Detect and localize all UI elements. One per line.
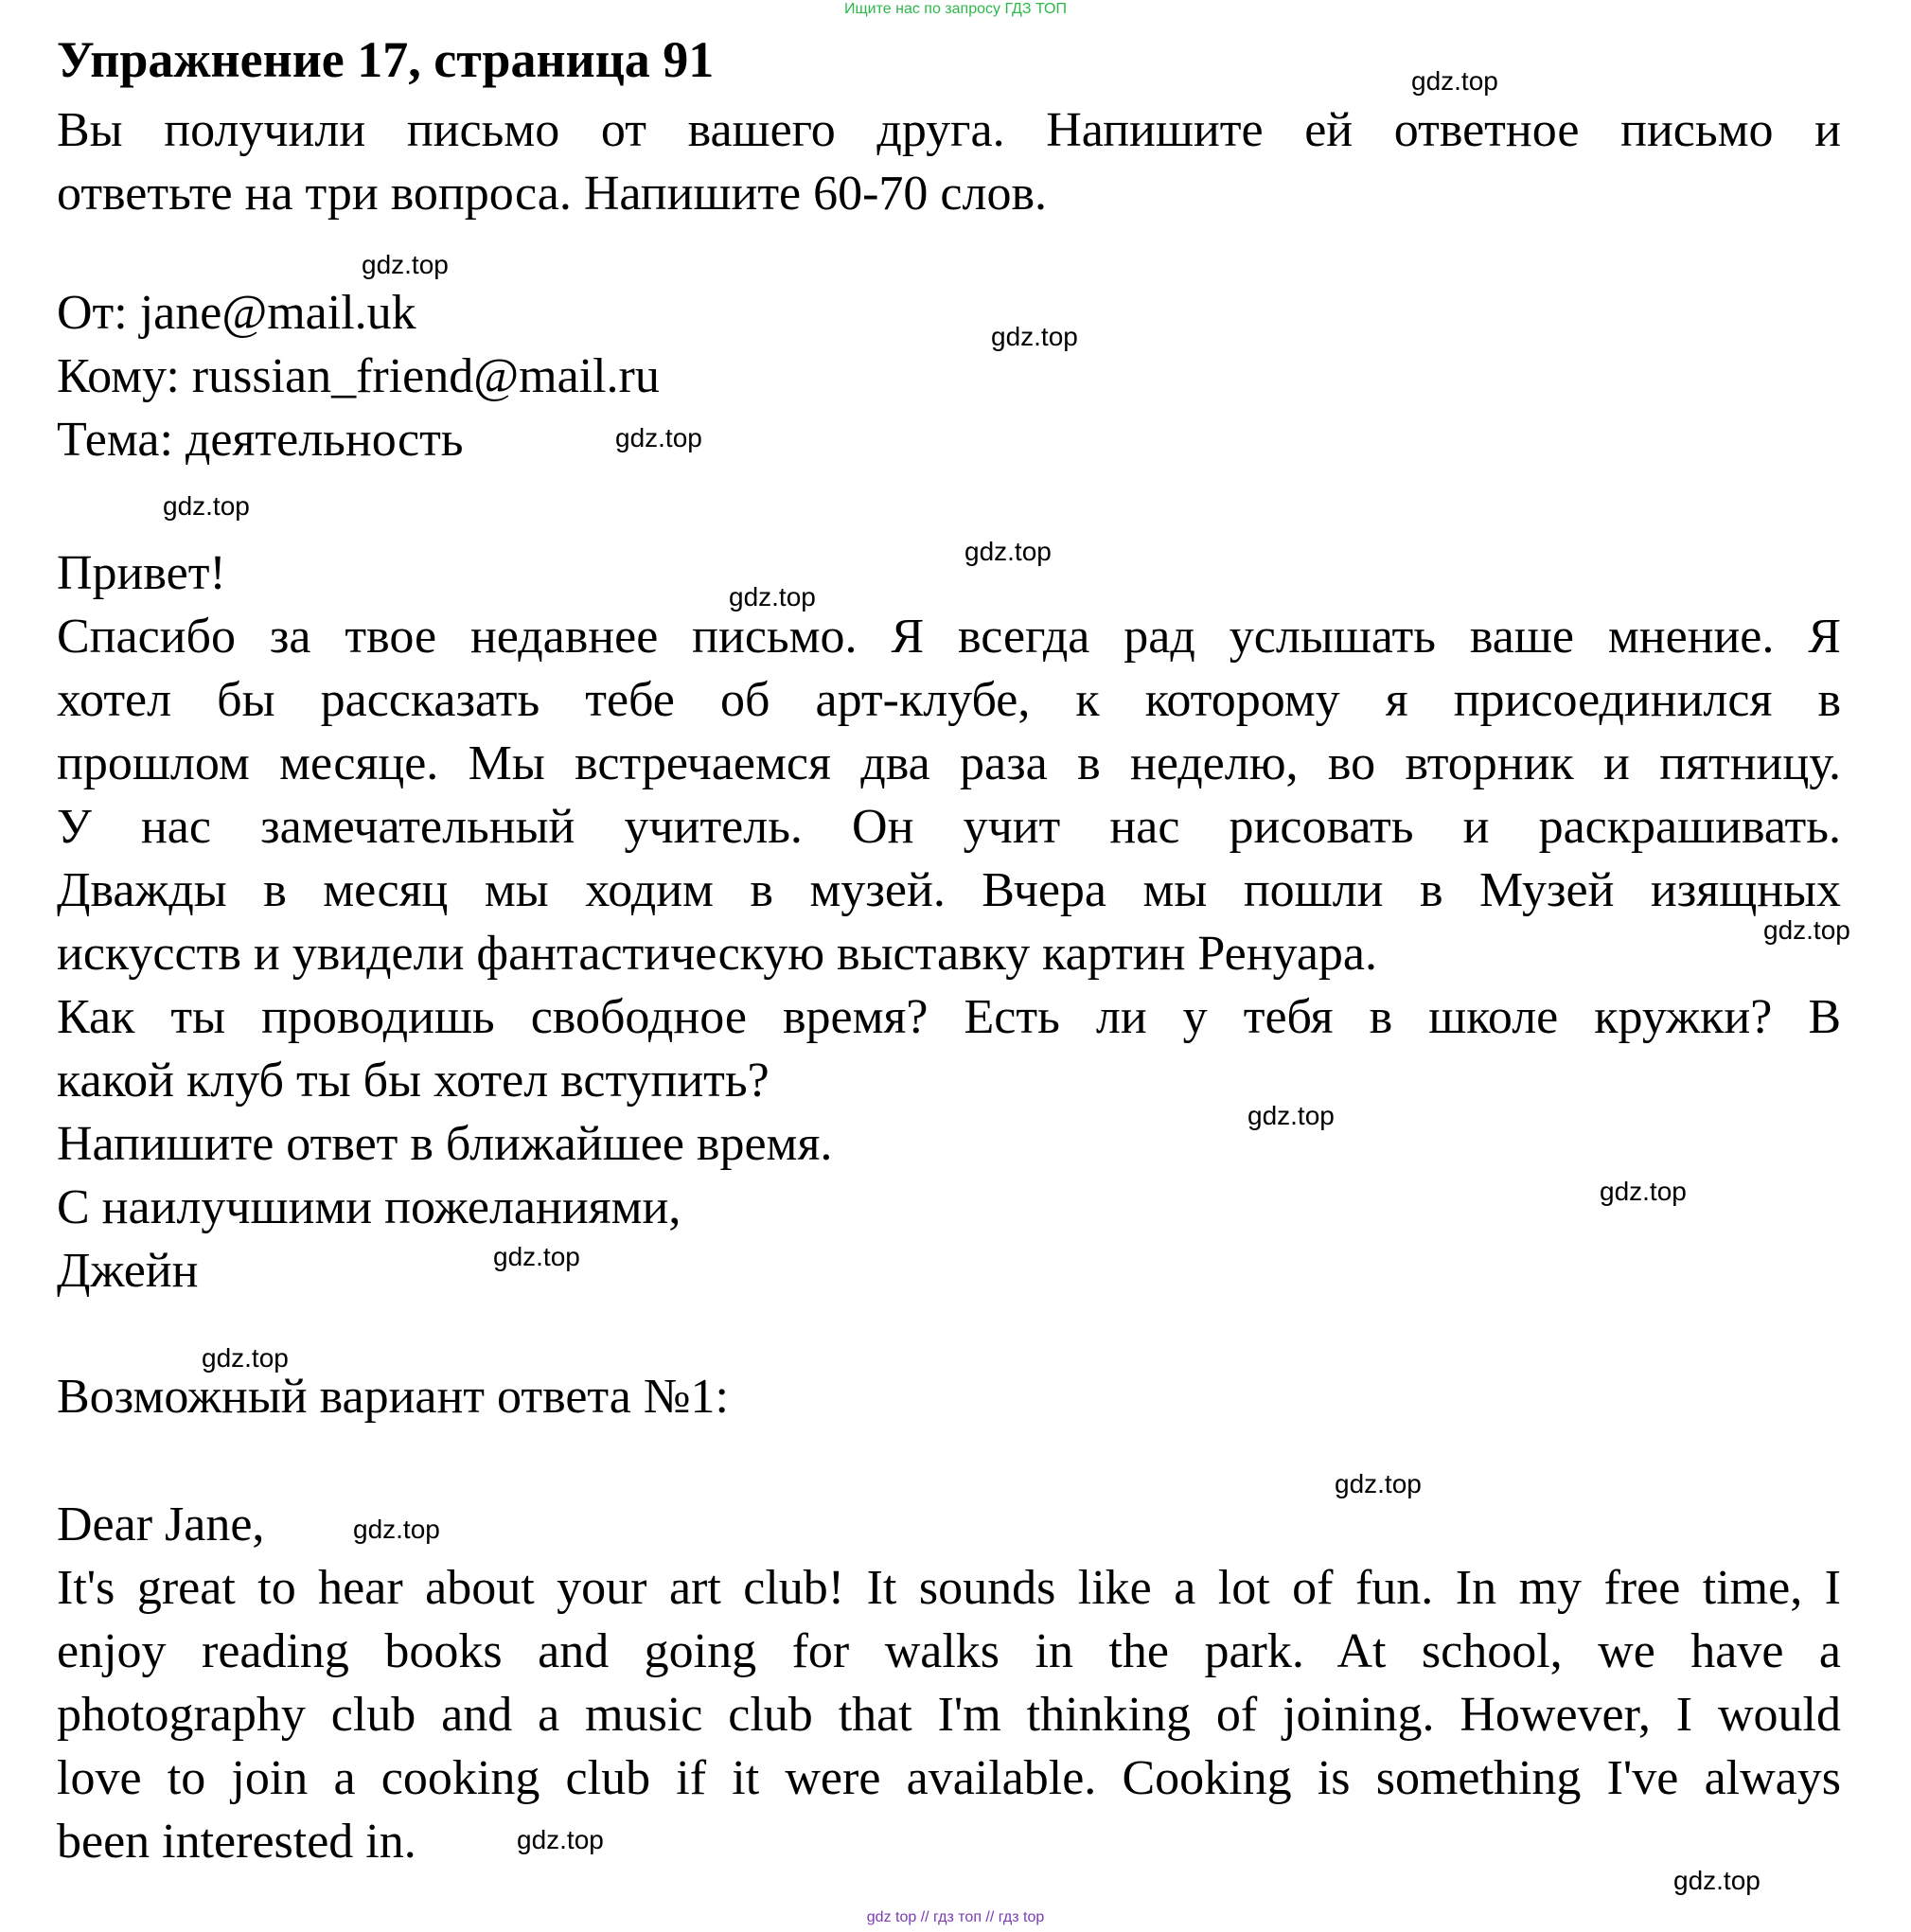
watermark: gdz.top — [1411, 66, 1498, 96]
top-banner[interactable]: Ищите нас по запросу ГДЗ ТОП — [844, 1, 1067, 17]
letter-greeting: Привет! — [57, 546, 226, 600]
answer-line: photography club and a music club that I'm thinking of joining. However, I would — [57, 1688, 1841, 1742]
task-text — [57, 98, 1841, 225]
answer-heading — [57, 1365, 1841, 1428]
watermark: gdz.top — [202, 1343, 289, 1373]
letter-line: Дважды в месяц мы ходим в музей. Вчера мы пошли в Музей изящных — [57, 863, 1841, 917]
task-line: Вы получили письмо от вашего друга. Напишите ей ответное письмо и — [57, 103, 1841, 157]
subject-field: Тема: деятельность — [57, 413, 464, 467]
answer-line: enjoy reading books and going for walks in the park. At school, we have a — [57, 1624, 1841, 1678]
watermark: gdz.top — [1600, 1177, 1687, 1206]
letter-line: хотел бы рассказать тебе об арт-клубе, к которому я присоединился в — [57, 673, 1841, 727]
page-title: Упражнение 17, страница 91 — [57, 31, 715, 88]
footer-links[interactable]: gdz top // гдз топ // гдз top — [866, 1909, 1045, 1925]
letter-line: У нас замечательный учитель. Он учит нас рисовать и раскрашивать. — [57, 800, 1841, 854]
watermark: gdz.top — [1247, 1101, 1335, 1130]
answer-line: love to join a cooking club if it were available. Cooking is something I've always — [57, 1751, 1841, 1805]
letter-line: искусств и увидели фантастическую выставку картин Ренуара. — [57, 927, 1378, 981]
letter-line: прошлом месяце. Мы встречаемся два раза в неделю, во вторник и пятницу. — [57, 736, 1841, 790]
letter-body — [57, 541, 1841, 1303]
watermark: gdz.top — [1763, 915, 1850, 945]
task-line: ответьте на три вопроса. Напишите 60-70 слов. — [57, 167, 1048, 221]
watermark: gdz.top — [1673, 1866, 1761, 1895]
watermark: gdz.top — [163, 491, 250, 521]
answer-body — [57, 1493, 1841, 1873]
letter-questions: какой клуб ты бы хотел вступить? — [57, 1054, 770, 1108]
letter-closing: С наилучшими пожеланиями, — [57, 1180, 681, 1234]
watermark: gdz.top — [493, 1242, 580, 1271]
watermark: gdz.top — [615, 423, 702, 452]
to-field: Кому: russian_friend@mail.ru — [57, 349, 660, 403]
watermark: gdz.top — [1335, 1469, 1422, 1498]
letter-line: Спасибо за твое недавнее письмо. Я всегда рад услышать ваше мнение. Я — [57, 610, 1841, 664]
answer-line: It's great to hear about your art club! It sounds like a lot of fun. In my free time, I — [57, 1561, 1841, 1615]
answer-heading-text: Возможный вариант ответа №1: — [57, 1370, 729, 1424]
watermark: gdz.top — [517, 1825, 604, 1854]
answer-line: been interested in. — [57, 1815, 416, 1869]
watermark: gdz.top — [362, 250, 449, 279]
letter-signature: Джейн — [57, 1244, 199, 1298]
watermark: gdz.top — [729, 582, 816, 612]
email-headers — [57, 281, 1841, 471]
from-field: От: jane@mail.uk — [57, 286, 416, 340]
letter-questions: Как ты проводишь свободное время? Есть ли у тебя в школе кружки? В — [57, 990, 1841, 1044]
watermark: gdz.top — [991, 322, 1078, 351]
letter-request: Напишите ответ в ближайшее время. — [57, 1117, 833, 1171]
answer-greeting: Dear Jane, — [57, 1498, 265, 1551]
watermark: gdz.top — [353, 1515, 440, 1544]
watermark: gdz.top — [964, 537, 1052, 566]
